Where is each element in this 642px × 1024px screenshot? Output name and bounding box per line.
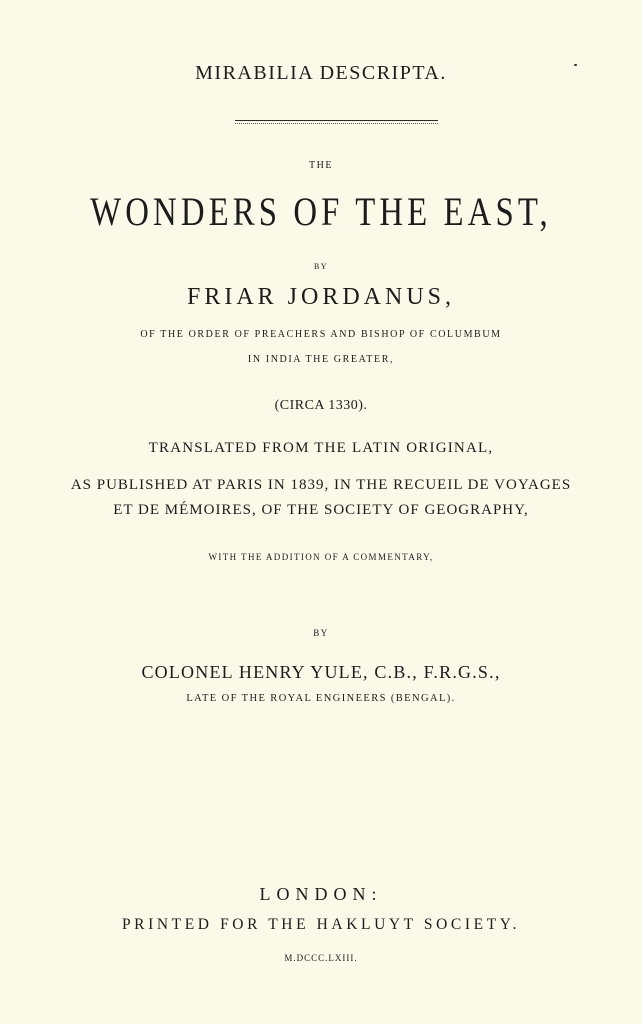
by-label-author: BY [313,262,329,271]
title-article: THE [309,160,333,171]
author-description-line-1: OF THE ORDER OF PREACHERS AND BISHOP OF COLUMBUM [140,329,502,340]
publication-place: LONDON: [259,884,383,904]
published-line-2: ET DE MÉMOIRES, OF THE SOCIETY OF GEOGRAPHY, [113,502,529,518]
divider-rule [235,120,438,121]
commentary-line: WITH THE ADDITION OF A COMMENTARY, [208,552,434,562]
author-name: FRIAR JORDANUS, [186,284,456,310]
series-title: MIRABILIA DESCRIPTA. [195,62,447,84]
editor-description: LATE OF THE ROYAL ENGINEERS (BENGAL). [186,693,456,704]
by-label-editor: BY [313,628,329,638]
translated-line: TRANSLATED FROM THE LATIN ORIGINAL, [148,440,494,456]
divider-rule-dotted [235,123,438,124]
date-circa: (CIRCA 1330). [274,398,368,413]
editor-name: COLONEL HENRY YULE, C.B., F.R.G.S., [141,662,501,682]
printer-line: PRINTED FOR THE HAKLUYT SOCIETY. [121,916,521,933]
main-title: WONDERS OF THE EAST, [90,189,552,234]
publication-year: M.DCCC.LXIII. [284,953,358,963]
published-line-1: AS PUBLISHED AT PARIS IN 1839, IN THE RECUEIL DE VOYAGES [70,477,572,493]
author-description-line-2: IN INDIA THE GREATER, [247,354,395,365]
